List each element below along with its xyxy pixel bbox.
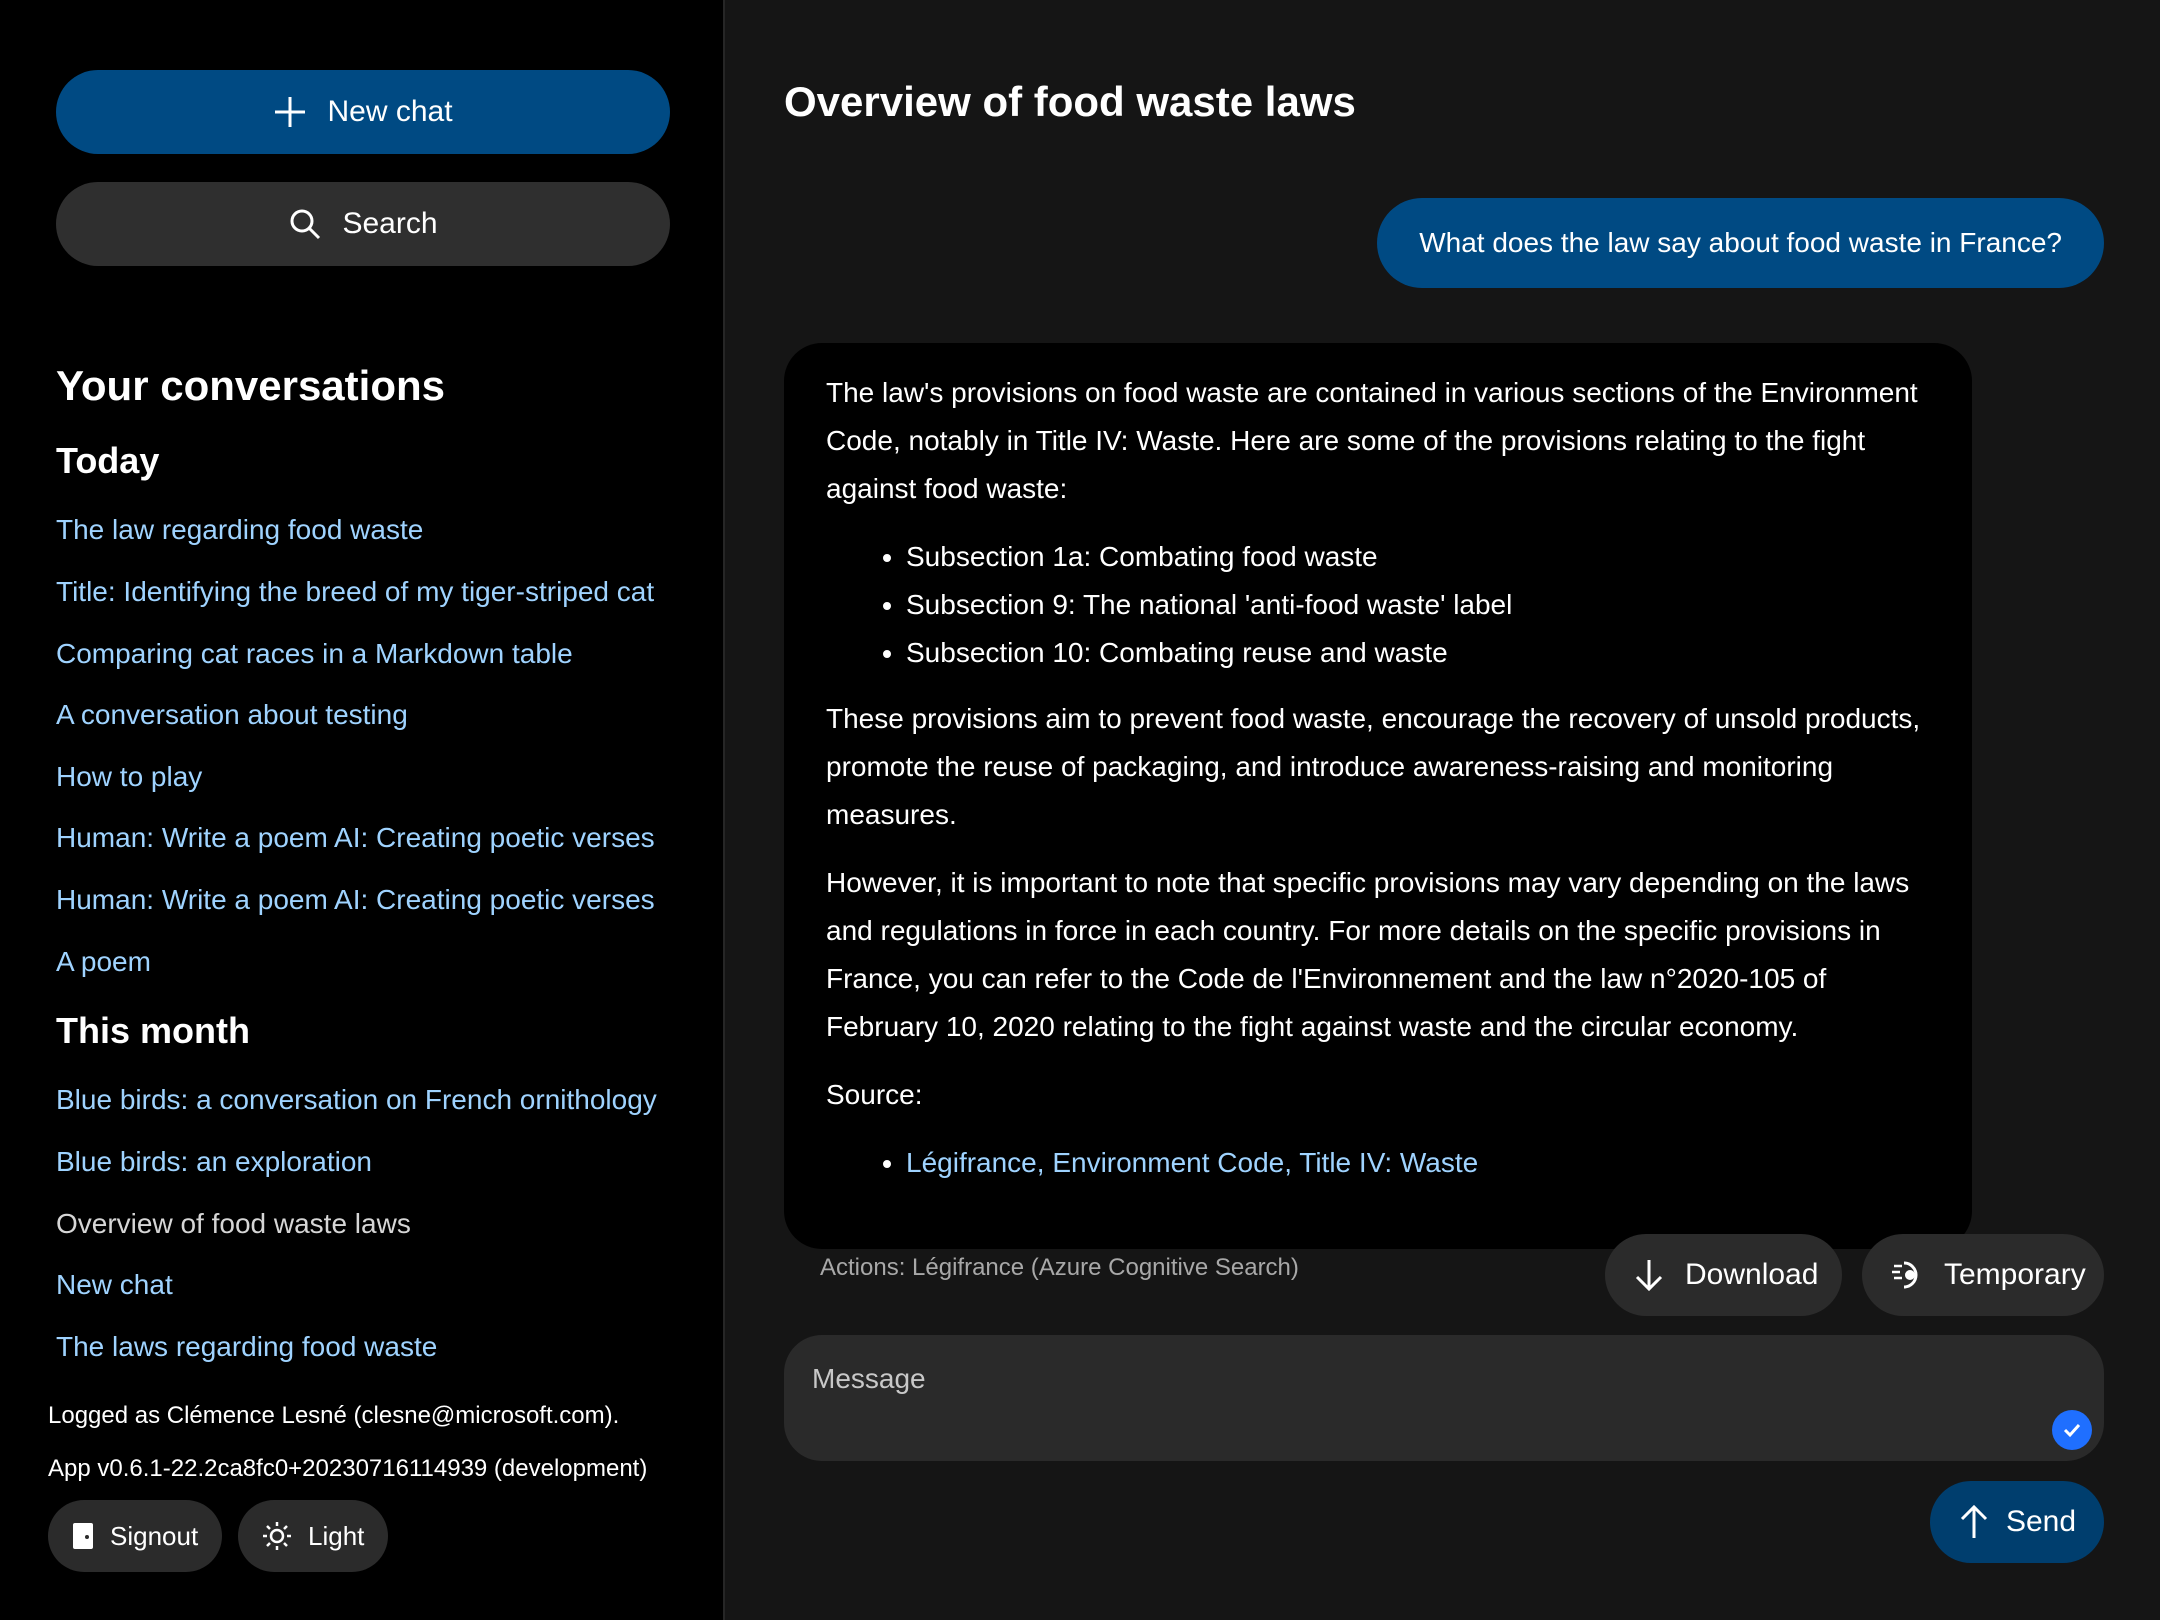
signout-label: Signout bbox=[110, 1520, 199, 1551]
assistant-bullet: • Subsection 9: The national 'anti-food waste' label bbox=[906, 581, 1930, 629]
conversation-item[interactable]: The law regarding food waste bbox=[56, 514, 424, 545]
app-version-text: App v0.6.1-22.2ca8fc0+20230716114939 (development) bbox=[48, 1455, 648, 1482]
source-label: Source: bbox=[826, 1079, 923, 1110]
check-icon bbox=[2052, 1410, 2092, 1450]
conversation-item[interactable]: Blue birds: a conversation on French ornithology bbox=[56, 1084, 657, 1115]
temporary-label: Temporary bbox=[1944, 1258, 2086, 1291]
send-button[interactable] bbox=[1930, 1481, 2104, 1563]
logged-as-text: Logged as Clémence Lesné (clesne@microsoft.com). bbox=[48, 1402, 620, 1429]
user-message-bubble bbox=[1377, 198, 2104, 288]
conversation-item-active[interactable]: Overview of food waste laws bbox=[56, 1208, 411, 1239]
assistant-paragraph-3: However, it is important to note that specific provisions may vary depending on the laws and regulations in force in each country. For more details on the specific provisions in France, you can refer to the Code de l'Environnement and the law n°2020-105 of February 10, 2020 relating to the fight against waste and the circular economy. bbox=[826, 867, 1910, 1042]
new-chat-label: New chat bbox=[327, 95, 453, 128]
assistant-bullet: • Subsection 10: Combating reuse and waste bbox=[906, 629, 1930, 677]
conversation-item[interactable]: Title: Identifying the breed of my tiger-striped cat bbox=[56, 576, 655, 607]
arrow-down-icon bbox=[1633, 1258, 1665, 1292]
page-title: Overview of food waste laws bbox=[784, 78, 1356, 125]
sun-icon bbox=[262, 1521, 292, 1551]
assistant-bullet: • Subsection 1a: Combating food waste bbox=[906, 533, 1930, 581]
conversation-item[interactable]: Comparing cat races in a Markdown table bbox=[56, 638, 573, 669]
actions-text: Actions: Légifrance (Azure Cognitive Search) bbox=[820, 1254, 1299, 1281]
arrow-up-icon bbox=[1958, 1504, 1990, 1540]
plus-icon bbox=[273, 95, 307, 129]
sidebar bbox=[0, 0, 725, 1620]
send-label: Send bbox=[2005, 1505, 2077, 1538]
search-label: Search bbox=[342, 207, 438, 240]
user-message-text: What does the law say about food waste in France? bbox=[1419, 227, 2062, 258]
signout-button[interactable] bbox=[48, 1500, 222, 1572]
conversation-item[interactable]: Human: Write a poem AI: Creating poetic verses bbox=[56, 884, 655, 915]
conversation-item[interactable]: A conversation about testing bbox=[56, 699, 408, 730]
conversation-item[interactable]: The laws regarding food waste bbox=[56, 1331, 438, 1362]
source-link[interactable]: Légifrance, Environment Code, Title IV: Waste bbox=[906, 1147, 1479, 1178]
assistant-bullet-list bbox=[826, 533, 1930, 677]
assistant-message-card bbox=[784, 343, 1972, 1249]
theme-toggle-button[interactable] bbox=[238, 1500, 388, 1572]
conversation-item[interactable]: Blue birds: an exploration bbox=[56, 1146, 372, 1177]
conversation-item[interactable]: How to play bbox=[56, 761, 203, 792]
search-icon bbox=[288, 207, 322, 241]
conversations-heading: Your conversations bbox=[56, 362, 445, 409]
door-icon bbox=[72, 1522, 94, 1550]
group-heading-today: Today bbox=[56, 440, 160, 481]
new-chat-button[interactable] bbox=[56, 70, 670, 154]
conversation-item[interactable]: A poem bbox=[56, 946, 151, 977]
message-input[interactable] bbox=[784, 1335, 2104, 1461]
search-button[interactable] bbox=[56, 182, 670, 266]
conversation-item[interactable]: New chat bbox=[56, 1269, 173, 1300]
theme-label: Light bbox=[308, 1520, 365, 1551]
group-heading-this-month: This month bbox=[56, 1010, 250, 1051]
assistant-paragraph-2: These provisions aim to prevent food waste, encourage the recovery of unsold products, promote the reuse of packaging, and introduce awareness-raising and monitoring measures. bbox=[826, 703, 1921, 830]
temporary-button[interactable] bbox=[1862, 1234, 2104, 1316]
assistant-intro: The law's provisions on food waste are contained in various sections of the Environment Code, notably in Title IV: Waste. Here are some of the provisions relating to the fight against food waste: bbox=[826, 377, 1918, 504]
source-list bbox=[826, 1139, 1930, 1187]
conversation-item[interactable]: Human: Write a poem AI: Creating poetic verses bbox=[56, 822, 655, 853]
temporary-icon bbox=[1890, 1260, 1924, 1290]
download-button[interactable] bbox=[1605, 1234, 1842, 1316]
download-label: Download bbox=[1685, 1258, 1819, 1291]
